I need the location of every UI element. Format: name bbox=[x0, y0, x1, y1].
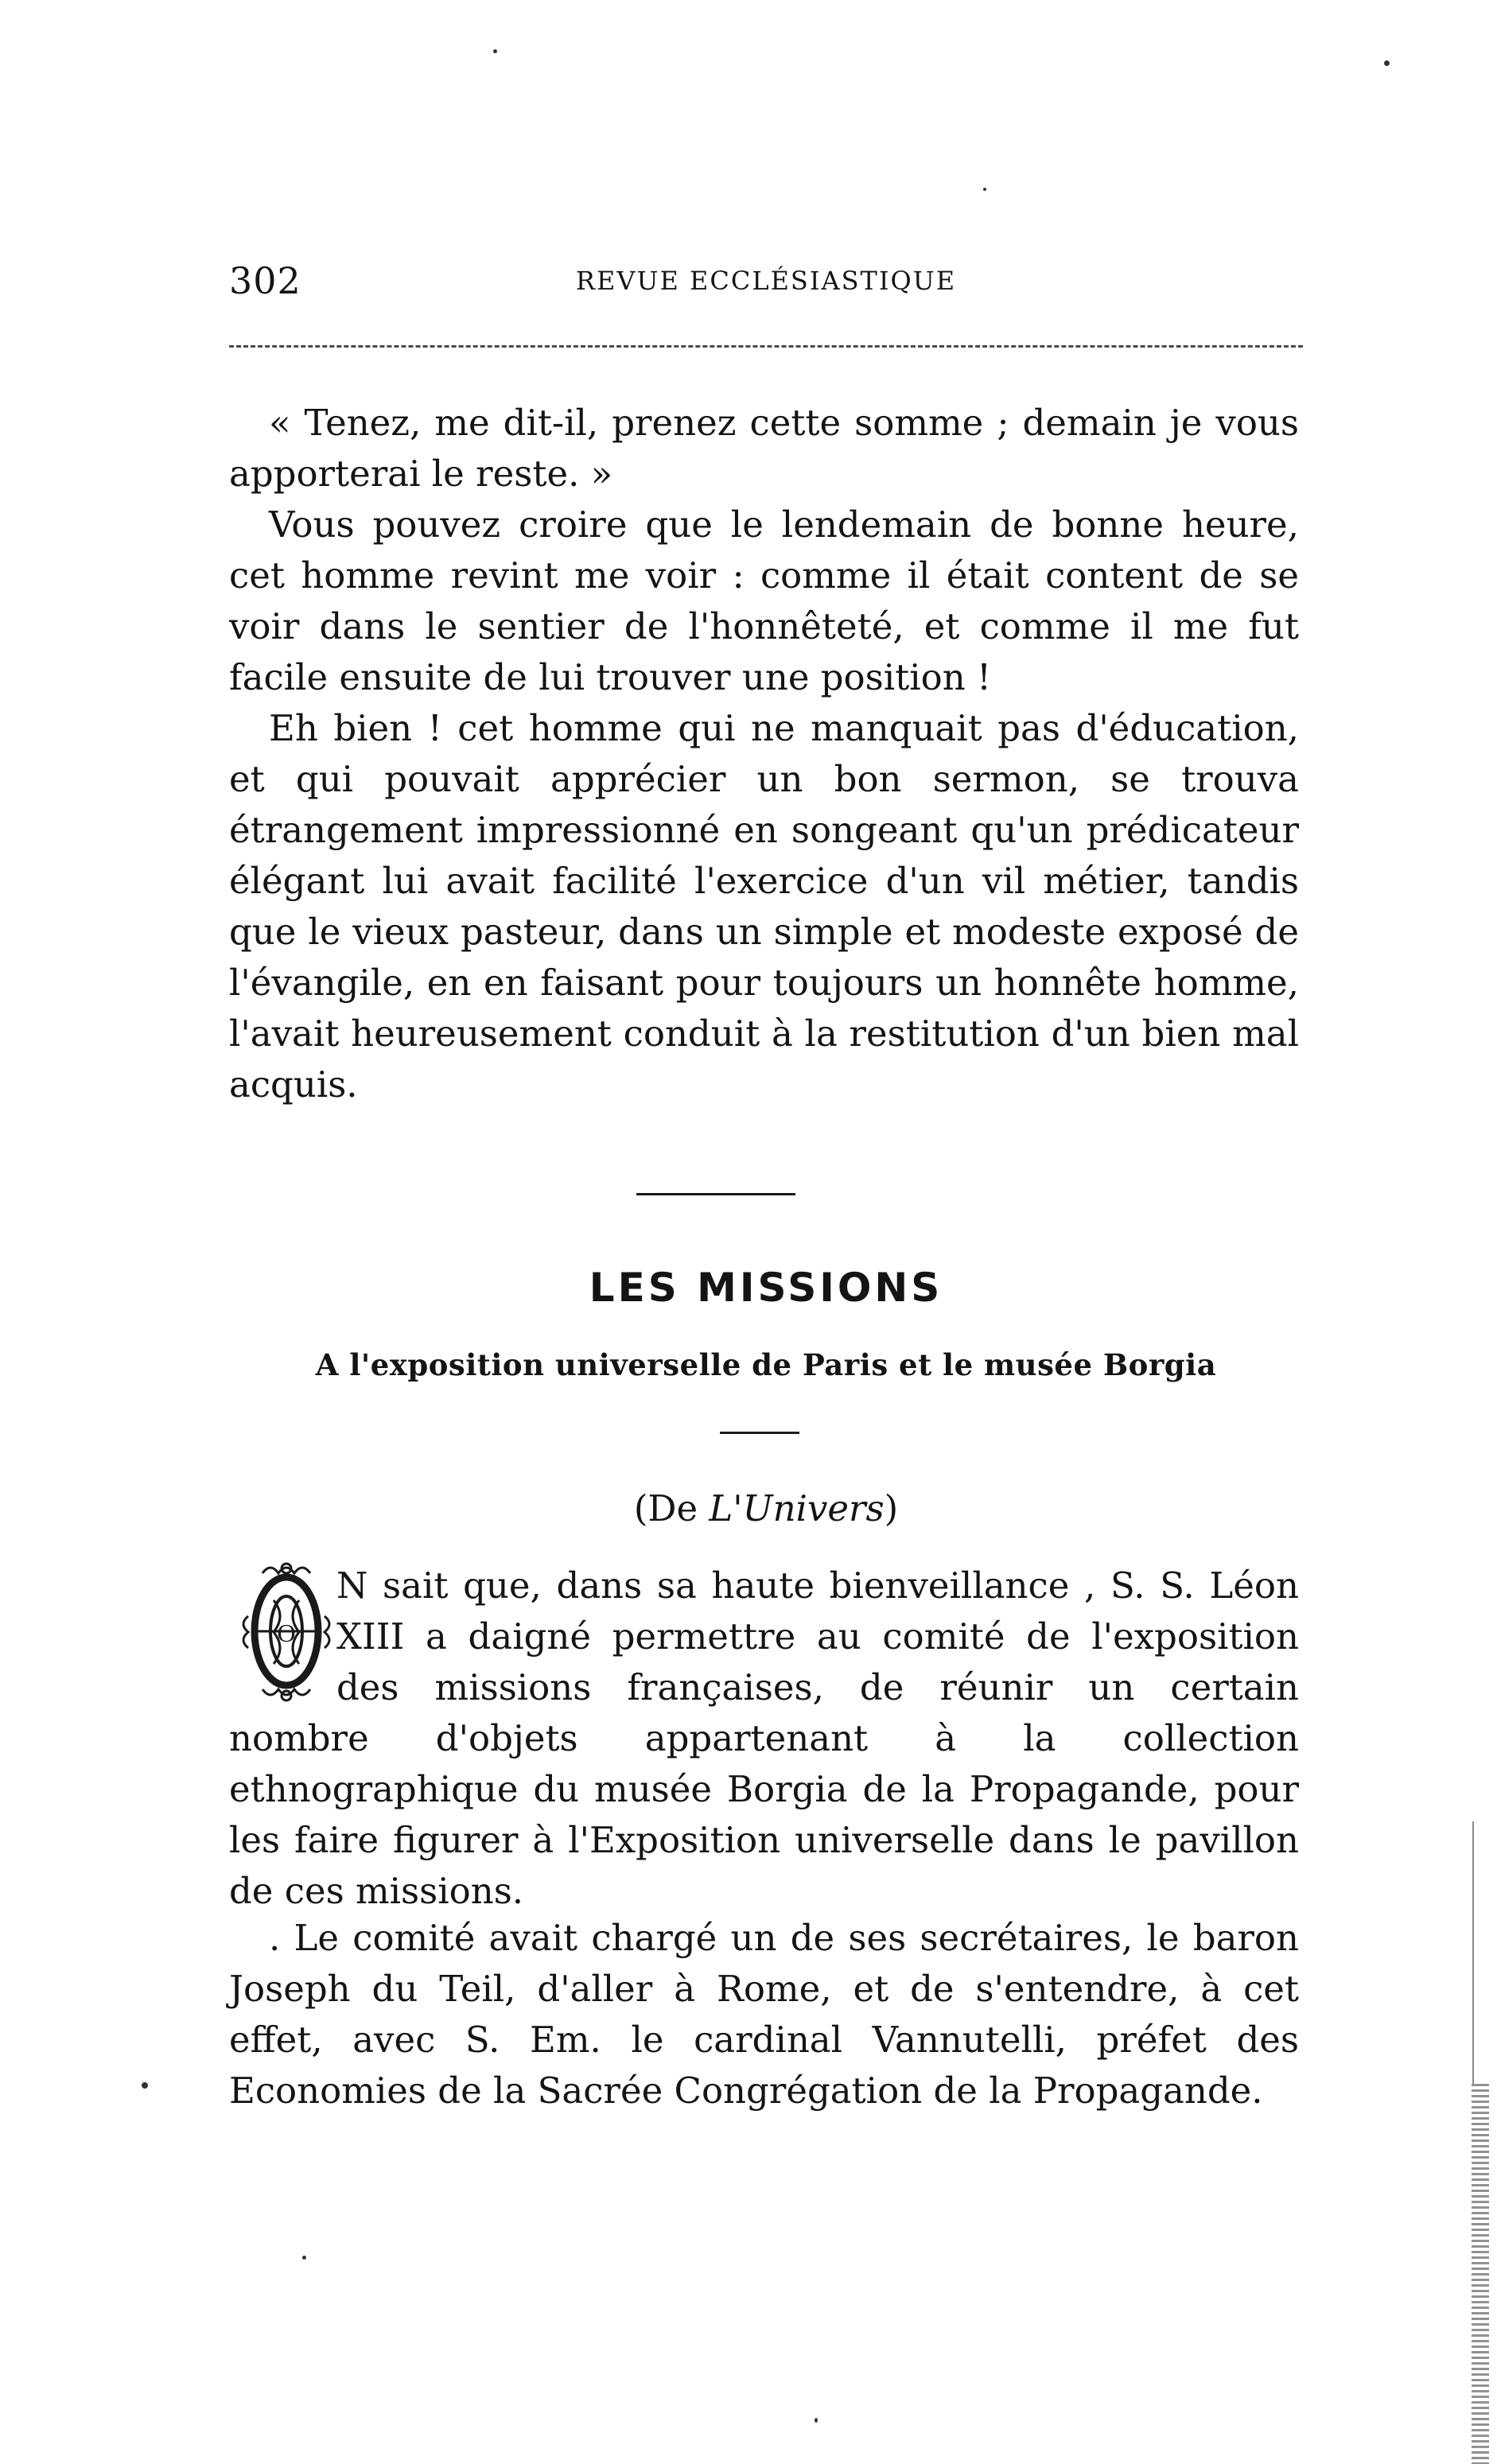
paragraph: Eh bien ! cet homme qui ne manquait pas d'éducation, et qui pouvait apprécier un bon sermon, se trouva étrangement impressionné en songeant qu'un prédicateur élégant lui avait facilité l'exercice d'un vil métier, tandis que le vieux pasteur, dans un simple et modeste exposé de l'évangile, en en faisant pour toujours un honnête homme, l'avait heureusement conduit à la restitution d'un bien mal acquis. bbox=[229, 707, 1299, 1106]
source-open: (De bbox=[633, 1487, 710, 1529]
scan-speck bbox=[815, 2418, 818, 2423]
scan-speck bbox=[302, 2256, 306, 2260]
section-divider bbox=[636, 1193, 795, 1195]
source-close: ) bbox=[884, 1487, 899, 1529]
paragraph-with-drop-cap bbox=[229, 1560, 1299, 1917]
paragraph: Vous pouvez croire que le lendemain de bonne heure, cet homme revint me voir : comme il était content de se voir dans le sentier de l'honnêteté, et comme il me fut facile ensuite de lui trouver une position ! bbox=[229, 503, 1299, 698]
scan-speck bbox=[493, 49, 497, 53]
paragraph: N sait que, dans sa haute bienveillance , S. S. Léon XIII a daigné permettre au comité de l'exposition des missions françaises, de réunir un certain nombre d'objets appartenant à la collection ethnographique du musée Borgia de la Propagande, pour les faire figurer à l'Exposition universelle dans le pavillon de ces missions. bbox=[229, 1564, 1299, 1912]
scan-speck bbox=[983, 188, 986, 191]
text-block-continued bbox=[229, 398, 1299, 1110]
subtitle-divider bbox=[720, 1432, 799, 1434]
section-subtitle: A l'exposition universelle de Paris et le musée Borgia bbox=[315, 1347, 1217, 1382]
text-block-section bbox=[229, 1913, 1299, 2116]
source-credit bbox=[229, 1487, 1303, 1529]
section-title: LES MISSIONS bbox=[589, 1265, 943, 1311]
page-number: 302 bbox=[229, 259, 301, 302]
paragraph: . Le comité avait chargé un de ses secrétaires, le baron Joseph du Teil, d'aller à Rome, et de s'entendre, à cet effet, avec S. Em. le cardinal Vannutelli, préfet des Economies de la Sacrée Congrégation de la Propagande. bbox=[229, 1917, 1299, 2112]
scan-speck bbox=[142, 2082, 148, 2089]
paragraph: « Tenez, me dit-il, prenez cette somme ; demain je vous apporterai le reste. » bbox=[229, 402, 1299, 495]
page-edge-line bbox=[1472, 1821, 1474, 2084]
header-rule bbox=[229, 345, 1303, 348]
page-edge-strip bbox=[1472, 2084, 1489, 2464]
source-name: L'Univers bbox=[709, 1487, 885, 1529]
running-head bbox=[229, 259, 1303, 307]
drop-cap-letter: O bbox=[277, 1619, 296, 1647]
journal-title: REVUE ECCLÉSIASTIQUE bbox=[575, 266, 957, 296]
scan-speck bbox=[1384, 60, 1390, 66]
